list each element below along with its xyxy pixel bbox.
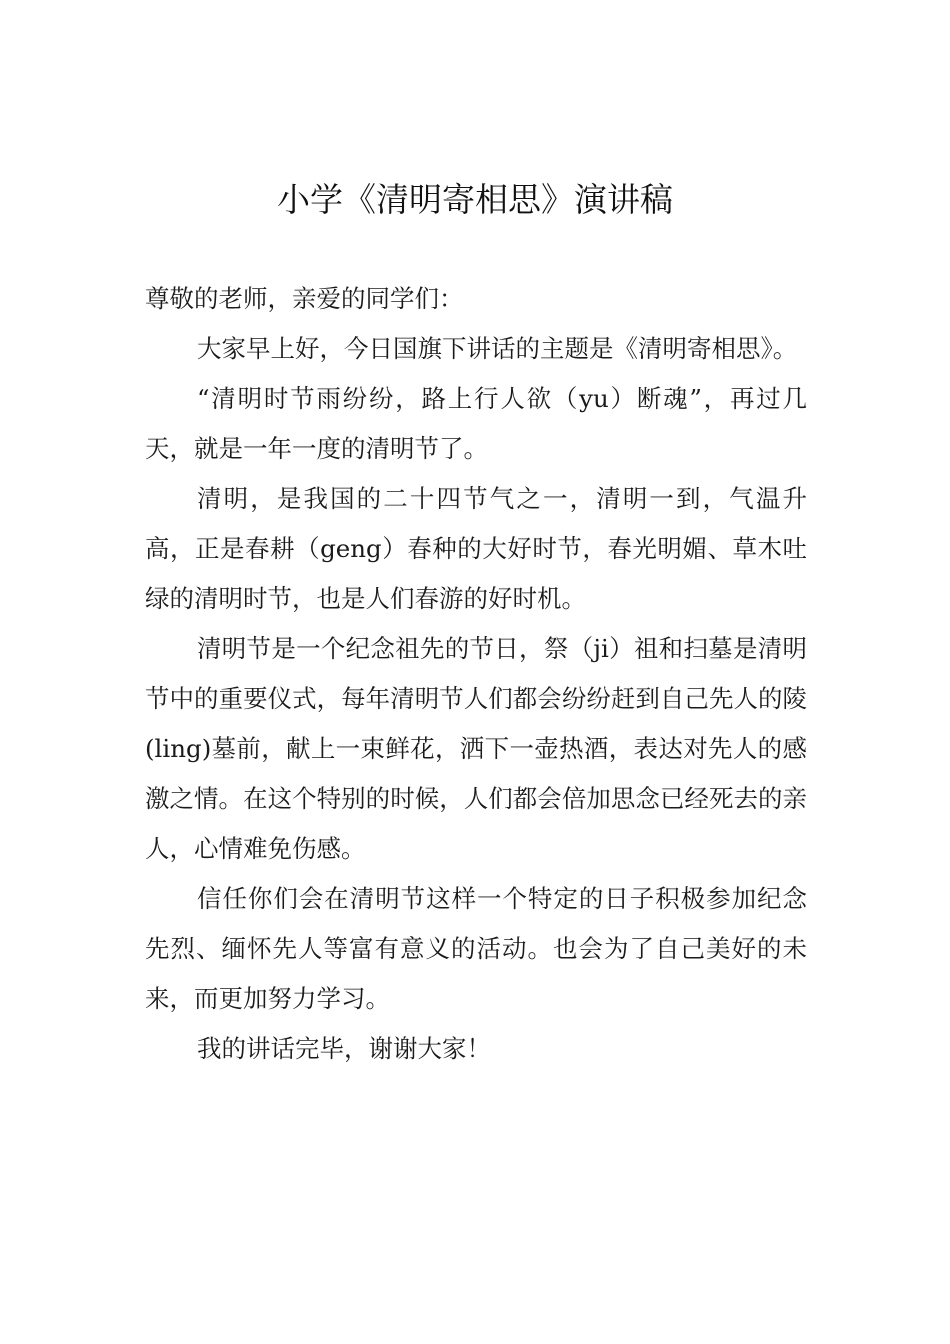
paragraph-poem: “清明时节雨纷纷，路上行人欲（yu）断魂”，再过几天，就是一年一度的清明节了。 [145, 384, 807, 463]
paragraph-closing: 我的讲话完毕，谢谢大家！ [197, 1034, 491, 1063]
document-body [145, 274, 807, 1074]
document-title: 小学《清明寄相思》演讲稿 [277, 180, 673, 219]
paragraph-activities: 信任你们会在清明节这样一个特定的日子积极参加纪念先烈、缅怀先人等富有意义的活动。也会为了自己美好的未来，而更加努力学习。 [145, 884, 807, 1013]
salutation: 尊敬的老师，亲爱的同学们： [145, 284, 464, 313]
paragraph-ancestors: 清明节是一个纪念祖先的节日，祭（ji）祖和扫墓是清明节中的重要仪式，每年清明节人们都会纷纷赶到自己先人的陵(ling)墓前，献上一束鲜花，洒下一壶热酒，表达对先人的感激之情。在这个特别的时候，人们都会倍加思念已经死去的亲人，心情难免伤感。 [145, 634, 807, 863]
paragraph-greeting: 大家早上好，今日国旗下讲话的主题是《清明寄相思》。 [197, 334, 798, 363]
paragraph-solar-term: 清明，是我国的二十四节气之一，清明一到，气温升高，正是春耕（geng）春种的大好时节，春光明媚、草木吐绿的清明时节，也是人们春游的好时机。 [145, 484, 807, 613]
